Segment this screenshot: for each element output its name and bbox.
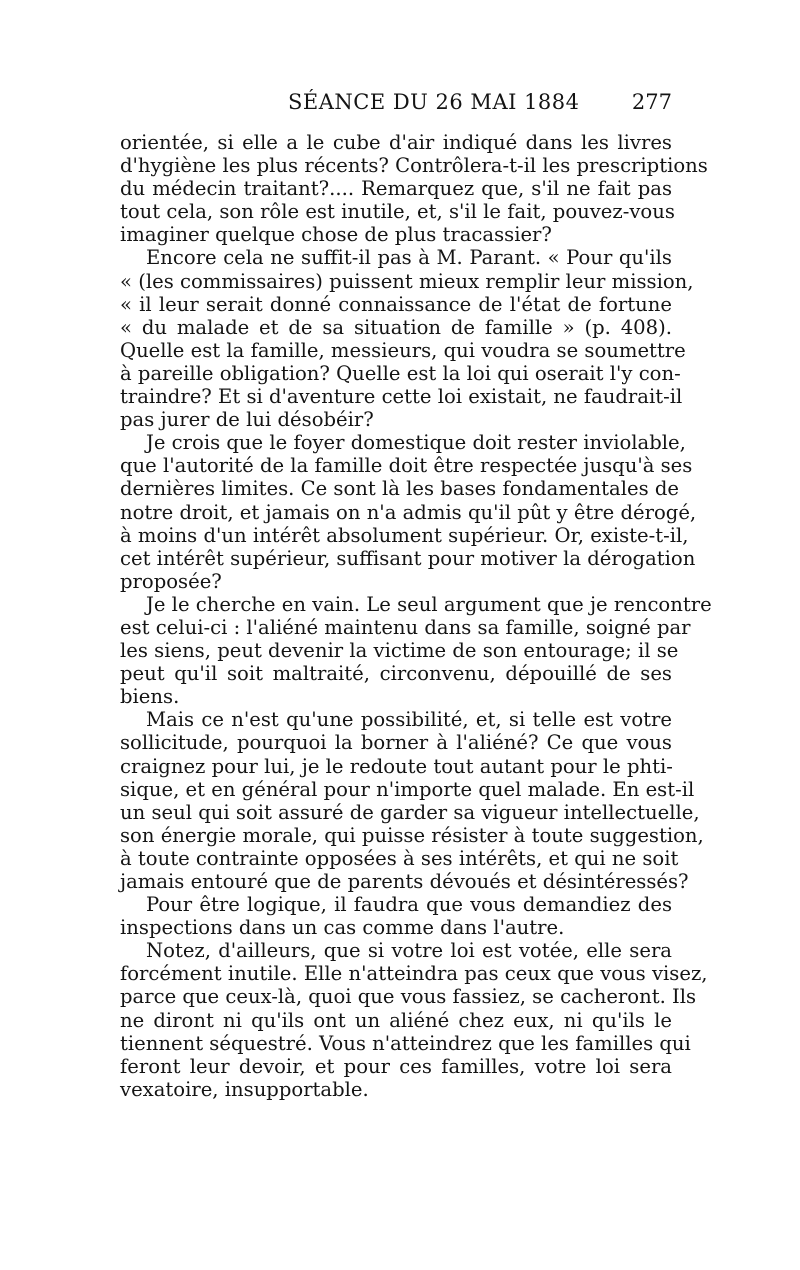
page-header (120, 90, 672, 120)
text-line: tout cela, son rôle est inutile, et, s'il le fait, pouvez-vous (120, 200, 675, 224)
text-line: Notez, d'ailleurs, que si votre loi est votée, elle sera (146, 939, 672, 963)
text-line: d'hygiène les plus récents? Contrôlera-t-il les prescriptions (120, 154, 708, 178)
text-line: orientée, si elle a le cube d'air indiqué dans les livres (120, 131, 672, 154)
text-line: Je le cherche en vain. Le seul argument que je rencontre (146, 592, 712, 616)
text-line: traindre? Et si d'aventure cette loi existait, ne faudrait-il (120, 385, 683, 409)
text-line: « il leur serait donné connaissance de l'état de fortune (120, 292, 672, 316)
text-line: dernières limites. Ce sont là les bases fondamentales de (120, 477, 679, 501)
text-line: notre droit, et jamais on n'a admis qu'il pût y être dérogé, (120, 500, 697, 524)
text-line: forcément inutile. Elle n'atteindra pas ceux que vous visez, (120, 962, 708, 986)
text-line: à moins d'un intérêt absolument supérieur. Or, existe-t-il, (120, 523, 689, 547)
text-line: les siens, peut devenir la victime de son entourage; il se (120, 639, 679, 663)
text-line: feront leur devoir, et pour ces familles, votre loi sera (120, 1054, 672, 1078)
text-line: son énergie morale, qui puisse résister à toute suggestion, (120, 823, 704, 847)
page-number: 277 (631, 90, 672, 114)
text-line: Pour être logique, il faudra que vous demandiez des (146, 893, 672, 917)
text-line: cet intérêt supérieur, suffisant pour motiver la dérogation (120, 546, 696, 570)
text-line: proposée? (120, 569, 222, 593)
text-line: que l'autorité de la famille doit être respectée jusqu'à ses (120, 454, 693, 478)
body-text (120, 131, 712, 1101)
text-line: un seul qui soit assuré de garder sa vigueur intellectuelle, (120, 800, 700, 824)
text-line: ne diront ni qu'ils ont un aliéné chez eux, ni qu'ils le (120, 1008, 672, 1032)
text-line: à toute contrainte opposées à ses intérêts, et qui ne soit (120, 846, 679, 870)
text-line: biens. (120, 685, 180, 709)
text-line: du médecin traitant?.... Remarquez que, s'il ne fait pas (120, 177, 672, 201)
text-line: Mais ce n'est qu'une possibilité, et, si telle est votre (146, 708, 672, 732)
text-line: craignez pour lui, je le redoute tout autant pour le phti- (120, 754, 673, 778)
text-line: Quelle est la famille, messieurs, qui voudra se soumettre (120, 338, 686, 362)
text-line: est celui-ci : l'aliéné maintenu dans sa famille, soigné par (120, 615, 691, 639)
text-line: pas jurer de lui désobéir? (120, 408, 374, 432)
text-line: Je crois que le foyer domestique doit rester inviolable, (146, 431, 686, 455)
text-line: Encore cela ne suffit-il pas à M. Parant. « Pour qu'ils (146, 246, 672, 270)
text-line: parce que ceux-là, quoi que vous fassiez, se cacheront. Ils (120, 985, 697, 1009)
running-title: SÉANCE DU 26 MAI 1884 (288, 90, 580, 114)
text-line: « du malade et de sa situation de famille » (p. 408). (120, 315, 672, 339)
text-line: « (les commissaires) puissent mieux remplir leur mission, (120, 269, 694, 293)
text-line: tiennent séquestré. Vous n'atteindrez que les familles qui (120, 1031, 691, 1055)
text-line: sollicitude, pourquoi la borner à l'aliéné? Ce que vous (120, 731, 672, 755)
text-line: jamais entouré que de parents dévoués et désintéressés? (120, 870, 689, 893)
text-line: imaginer quelque chose de plus tracassier? (120, 223, 552, 247)
text-line: à pareille obligation? Quelle est la loi qui oserait l'y con- (120, 361, 681, 385)
text-line: inspections dans un cas comme dans l'autre. (120, 916, 565, 940)
text-line: vexatoire, insupportable. (120, 1077, 369, 1101)
text-line: peut qu'il soit maltraité, circonvenu, dépouillé de ses (120, 662, 672, 686)
text-line: sique, et en général pour n'importe quel malade. En est-il (120, 777, 695, 801)
